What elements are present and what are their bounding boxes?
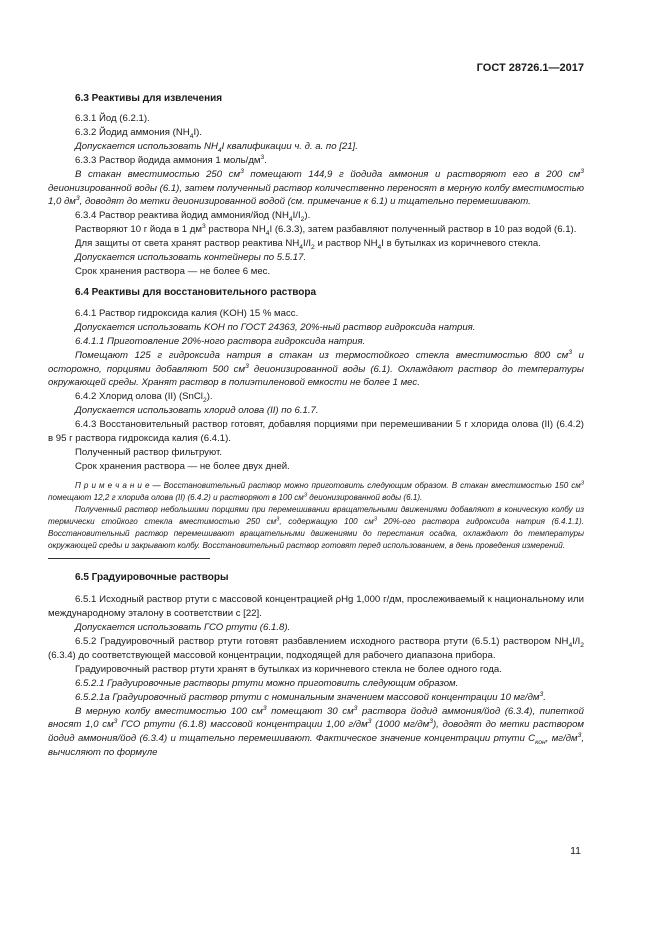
section-heading-6-3: 6.3 Реактивы для извлечения: [75, 93, 223, 104]
paragraph: 6.4.3 Восстановительный раствор готовят, добавляя порциями при перемешивании 5 г хлорида олова (II) (6.4.2) в 95 г раствора гидроксида калия (6.4.1).: [48, 419, 584, 445]
paragraph: В стакан вместимостью 250 $см^3$ помещают 144,9 г йодида аммония и растворяют его в 200 $см^3$ деионизированной воды (6.1), затем полученный раствор количественно переносят в мерную колбу вместимостью 1,0 $дм^3$, доводят до метки деионизированной водой (см. примечание к 6.1) и тщательно перемешивают.: [48, 167, 584, 208]
paragraph: Градуировочный раствор ртути хранят в бутылках из коричневого стекла не более одного года.: [75, 663, 502, 675]
paragraph: Срок хранения раствора — не более двух дней.: [75, 460, 290, 472]
paragraph: Допускается использовать KOH по ГОСТ 24363, 20%-ный раствор гидроксида натрия.: [75, 321, 476, 333]
paragraph: 6.3.2 Йодид аммония $(NH_4I)$.: [75, 126, 202, 140]
section-heading-6-4: 6.4 Реактивы для восстановительного раствора: [75, 286, 317, 298]
paragraph: 6.3.4 Раствор реактива йодид аммония/йод $(NH_4I/I_2)$.: [75, 210, 311, 224]
page-content: [48, 92, 584, 760]
paragraph: Для защиты от света хранят раствор реактива $NH_4I/I_2$ и раствор $NH_4I$ в бутылках из коричневого стекла.: [75, 238, 541, 252]
paragraph: 6.3.1 Йод (6.2.1).: [75, 113, 150, 124]
paragraph: Полученный раствор фильтруют.: [75, 446, 222, 458]
paragraph: Срок хранения раствора — не более 6 мес.: [75, 265, 271, 277]
page-number: 11: [570, 845, 581, 857]
paragraph: Допускается использовать хлорид олова (II) по 6.1.7.: [75, 405, 319, 417]
paragraph: 6.5.2 Градуировочный раствор ртути готовят разбавлением исходного раствора ртути (6.5.1) раствором $NH_4I/I_2$ (6.3.4) до соответствующей массовой концентрации, подходящей для рабочего диапазона прибора.: [48, 636, 584, 661]
paragraph: 6.3.3 Раствор йодида аммония 1 моль/$дм^3$.: [75, 153, 267, 166]
note: П р и м е ч а н и е — Восстановительный раствор можно приготовить следующим образом. В стакан вместимостью 150 $см^3$ помещают 12,2 г хлорида олова (II) (6.4.2) и растворяют в 100 $см^3$ деионизированной воды (6.1).: [48, 480, 584, 502]
paragraph: 6.4.1 Раствор гидроксида калия (KOH) 15 % масс.: [75, 307, 299, 319]
paragraph: 6.5.2.1а Градуировочный раствор ртути с номинальным значением массовой концентрации 10 $мг/дм^3$.: [75, 690, 546, 703]
section-divider: [48, 558, 210, 559]
section-heading-6-5: 6.5 Градуировочные растворы: [75, 572, 229, 584]
paragraph: Допускается использовать ГСО ртути (6.1.8).: [75, 622, 291, 634]
paragraph: В мерную колбу вместимостью 100 $см^3$ помещают 30 $см^3$ раствора йодид аммония/йод (6.3.4), пипеткой вносят 1,0 $см^3$ ГСО ртути (6.1.8) массовой концентрации 1,00 $г/дм^3$ (1000 $мг/дм^3$), доводят до метки раствором йодид аммония/йод (6.3.4) и тщательно перемешивают. Фактическое значение концентрации ртути $C_{кон}$, $мг/дм^3$, вычисляют по формуле: [48, 704, 584, 759]
standard-header: ГОСТ 28726.1—2017: [476, 62, 584, 74]
paragraph: Растворяют 10 г йода в 1 $дм^3$ раствора $NH_4I$ (6.3.3), затем разбавляют полученный раствор в 10 раз водой (6.1).: [75, 223, 577, 238]
paragraph: 6.5.2.1 Градуировочные растворы ртути можно приготовить следующим образом.: [75, 677, 459, 689]
paragraph: Допускается использовать контейнеры по 5.5.17.: [75, 252, 307, 264]
paragraph: Допускается использовать $NH_4I$ квалификации ч. д. а. по [21].: [75, 140, 358, 154]
paragraph: 6.4.1.1 Приготовление 20%-ного раствора гидроксида натрия.: [75, 335, 366, 347]
paragraph: Помещают 125 г гидроксида натрия в стакан из термостойкого стекла вместимостью 800 $см^3$ и осторожно, порциями добавляют 500 $см^3$ деионизированной воды (6.1). Охлаждают раствор до температуры окружающей среды. Хранят раствор в полиэтиленовой емкости не более 1 мес.: [48, 348, 584, 389]
paragraph: 6.5.1 Исходный раствор ртути с массовой концентрацией ρHg 1,000 г/дм, прослеживаемый к национальному или международному эталону в соответствии с [22].: [48, 594, 584, 620]
note: Полученный раствор небольшими порциями при перемешивании вращательными движениями добавляют в коническую колбу из термически стойкого стекла вместимостью 250 $см^3$, содержащую 100 $см^3$ 20%-ого раствора гидроксида натрия (6.4.1.1). Восстановительный раствор перемешивают вращательными движениями до перестания осадка, охлаждают до температуры окружающей среды и закрывают колбу. Восстановительный раствор готовят перед использованием, в день проведения измерений.: [48, 504, 584, 551]
paragraph: 6.4.2 Хлорид олова (II) (SnCl$_2$).: [75, 391, 213, 405]
